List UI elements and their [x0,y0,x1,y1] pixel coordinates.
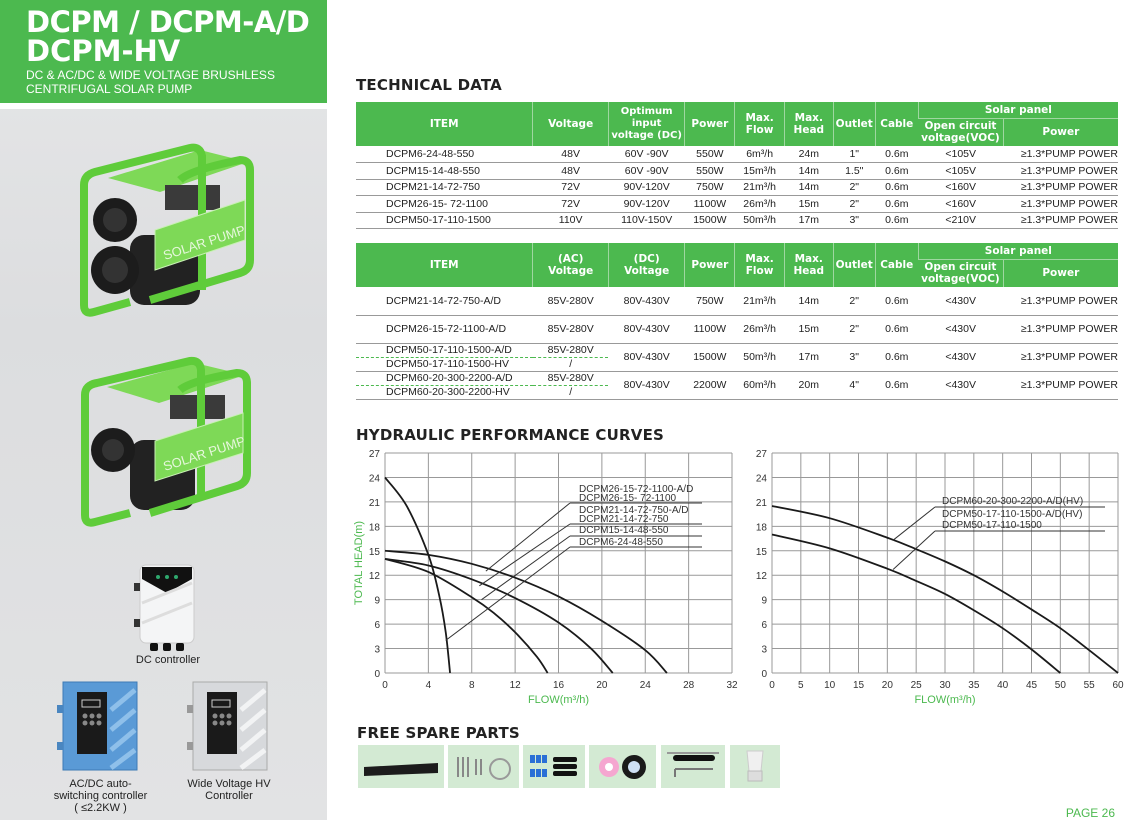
col-dc-voltage: (DC) Voltage [608,243,684,287]
cell-cable: 0.6m [875,196,918,213]
col-item: ITEM [356,243,533,287]
cell-outlet: 2" [833,287,875,315]
svg-text:60: 60 [1112,680,1124,691]
cell-voc: <160V [918,179,1003,196]
cell-head: 17m [784,212,833,229]
cell-power: 750W [685,287,735,315]
svg-text:24: 24 [755,473,767,485]
cell-ac-a: 85V-280V [533,315,608,343]
cell-cable: 0.6m [875,343,918,371]
svg-text:9: 9 [761,595,767,607]
svg-text:6: 6 [761,620,767,632]
svg-text:3: 3 [374,644,380,656]
svg-text:20: 20 [596,680,608,691]
cell-item-a: DCPM50-17-110-1500-A/D [356,343,533,357]
svg-text:12: 12 [368,571,380,583]
table-row [356,287,1118,315]
cell-outlet: 2" [833,179,875,196]
cell-panel-power: ≥1.3*PUMP POWER [1003,179,1118,196]
col-item: ITEM [356,102,533,146]
acdc-controller-label [38,778,163,814]
cell-power: 1100W [685,315,735,343]
cell-ac-a: 85V-280V [533,343,608,357]
cell-voc: <160V [918,196,1003,213]
hv-controller-image [185,680,273,772]
svg-text:40: 40 [997,680,1009,691]
cell-power: 550W [685,163,735,180]
cell-item: DCPM15-14-48-550 [356,163,533,180]
svg-text:27: 27 [368,449,380,460]
solar-pump-image-2 [75,355,255,535]
cell-item-a: DCPM26-15-72-1100-A/D [356,315,533,343]
svg-text:9: 9 [374,595,380,607]
col-solar-panel: Solar panel [918,243,1118,259]
cell-head: 24m [784,146,833,163]
cell-flow: 50m³/h [735,212,785,229]
cell-flow: 60m³/h [735,371,785,399]
table-row [356,163,1118,180]
cell-head: 14m [784,163,833,180]
cell-voc: <105V [918,146,1003,163]
spec-table-acdc [356,243,1118,400]
col-power: Power [685,102,735,146]
cell-optimum: 60V -90V [608,146,685,163]
cell-cable: 0.6m [875,163,918,180]
svg-text:25: 25 [910,680,922,691]
acdc-controller-image [55,680,143,772]
curves-title: HYDRAULIC PERFORMANCE CURVES [356,426,665,444]
cell-panel-power: ≥1.3*PUMP POWER [1003,163,1118,180]
cell-outlet: 3" [833,343,875,371]
cell-voltage: 72V [533,179,608,196]
cell-flow: 6m³/h [735,146,785,163]
svg-text:FLOW(m³/h): FLOW(m³/h) [527,694,590,706]
col-voc: Open circuit voltage(VOC) [918,259,1003,287]
svg-text:18: 18 [755,522,767,534]
svg-text:10: 10 [824,680,836,691]
cell-item: DCPM6-24-48-550 [356,146,533,163]
svg-text:24: 24 [639,680,651,691]
table-row [356,371,1118,385]
cell-cable: 0.6m [875,212,918,229]
cell-flow: 50m³/h [735,343,785,371]
col-outlet: Outlet [833,102,875,146]
svg-text:16: 16 [552,680,565,691]
cell-dc: 80V-430V [608,371,684,399]
col-panel-power: Power [1003,259,1118,287]
cell-outlet: 2" [833,196,875,213]
svg-text:0: 0 [382,680,388,691]
svg-text:DCPM60-20-300-2200-A/D(HV): DCPM60-20-300-2200-A/D(HV) [942,496,1084,507]
svg-text:21: 21 [755,497,767,509]
cell-item-a: DCPM21-14-72-750-A/D [356,287,533,315]
col-max-flow: Max. Flow [735,243,785,287]
col-max-head: Max. Head [784,102,833,146]
svg-text:45: 45 [1025,680,1038,691]
cell-head: 15m [784,315,833,343]
col-cable: Cable [875,243,918,287]
spare-parts-title: FREE SPARE PARTS [357,724,520,742]
svg-text:6: 6 [374,620,380,632]
cell-power: 1100W [685,196,735,213]
cell-panel-power: ≥1.3*PUMP POWER [1003,196,1118,213]
cell-outlet: 3" [833,212,875,229]
svg-text:20: 20 [881,680,893,691]
col-voc: Open circuit voltage(VOC) [918,118,1003,146]
title-line-2: DCPM-HV [26,34,181,68]
cell-power: 550W [685,146,735,163]
col-power: Power [685,243,735,287]
cell-flow: 21m³/h [735,179,785,196]
cell-item: DCPM50-17-110-1500 [356,212,533,229]
cell-panel-power: ≥1.3*PUMP POWER [1003,343,1118,371]
svg-text:SOLAR PUMP: SOLAR PUMP [161,222,248,263]
cell-head: 20m [784,371,833,399]
svg-text:DCPM26-15-72-1100-A/D: DCPM26-15-72-1100-A/D [579,484,694,495]
spare-bolts-clamp [448,745,519,788]
col-max-head: Max. Head [784,243,833,287]
svg-text:SOLAR PUMP: SOLAR PUMP [161,433,248,474]
cell-head: 17m [784,343,833,371]
spec-table-dc [356,102,1118,229]
svg-text:0: 0 [374,669,380,680]
svg-text:0: 0 [761,669,767,680]
col-cable: Cable [875,102,918,146]
hv-controller-label [170,778,288,802]
svg-text:DCPM50-17-110-1500-A/D(HV): DCPM50-17-110-1500-A/D(HV) [942,509,1083,520]
cell-item: DCPM21-14-72-750 [356,179,533,196]
svg-text:DCPM50-17-110-1500: DCPM50-17-110-1500 [942,520,1042,531]
table-row [356,315,1118,343]
cell-cable: 0.6m [875,287,918,315]
technical-data-title: TECHNICAL DATA [356,76,502,94]
cell-item-b: DCPM50-17-110-1500-HV [356,357,533,371]
cell-optimum: 110V-150V [608,212,685,229]
svg-text:DCPM15-14-48-550: DCPM15-14-48-550 [579,525,669,536]
cell-voltage: 48V [533,146,608,163]
svg-text:15: 15 [368,546,380,558]
col-outlet: Outlet [833,243,875,287]
svg-text:30: 30 [939,680,951,691]
cell-dc: 80V-430V [608,315,684,343]
spare-tapes [589,745,656,788]
svg-text:4: 4 [425,680,432,691]
table-row [356,196,1118,213]
col-solar-panel: Solar panel [918,102,1118,118]
cell-flow: 15m³/h [735,163,785,180]
cell-panel-power: ≥1.3*PUMP POWER [1003,371,1118,399]
cell-power: 1500W [685,343,735,371]
spare-filter [730,745,780,788]
acdc-label-line-2: switching controller [53,790,148,802]
cell-panel-power: ≥1.3*PUMP POWER [1003,146,1118,163]
cell-flow: 26m³/h [735,315,785,343]
table-row [356,343,1118,357]
cell-head: 14m [784,287,833,315]
cell-item: DCPM26-15- 72-1100 [356,196,533,213]
svg-text:32: 32 [726,680,738,691]
cell-item-a: DCPM60-20-300-2200-A/D [356,371,533,385]
cell-dc: 80V-430V [608,343,684,371]
cell-voc: <210V [918,212,1003,229]
svg-text:21: 21 [368,497,380,509]
cell-ac-b: / [533,357,608,371]
spare-handle-key [661,745,725,788]
col-ac-voltage: (AC) Voltage [533,243,608,287]
cell-voltage: 48V [533,163,608,180]
cell-cable: 0.6m [875,146,918,163]
svg-text:50: 50 [1054,680,1066,691]
svg-text:24: 24 [368,473,380,485]
cell-dc: 80V-430V [608,287,684,315]
solar-pump-image-1 [70,140,260,320]
cell-outlet: 4" [833,371,875,399]
divider [0,103,327,109]
table-row [356,212,1118,229]
svg-text:15: 15 [755,546,767,558]
svg-text:12: 12 [509,680,521,691]
cell-panel-power: ≥1.3*PUMP POWER [1003,315,1118,343]
cell-cable: 0.6m [875,315,918,343]
svg-text:DCPM21-14-72-750: DCPM21-14-72-750 [579,514,669,525]
svg-text:TOTAL HEAD(m): TOTAL HEAD(m) [353,520,365,606]
cell-optimum: 90V-120V [608,196,685,213]
col-panel-power: Power [1003,118,1118,146]
subtitle-line-1: DC & AC/DC & WIDE VOLTAGE BRUSHLESS [26,68,275,82]
title-banner [0,0,327,103]
cell-voc: <105V [918,163,1003,180]
col-optimum: Optimum input voltage (DC) [608,102,685,146]
performance-chart-1 [350,445,740,715]
cell-cable: 0.6m [875,371,918,399]
acdc-label-line-3: ( ≤2.2KW ) [74,802,127,814]
subtitle-line-2: CENTRIFUGAL SOLAR PUMP [26,82,193,96]
cell-power: 750W [685,179,735,196]
cell-voltage: 72V [533,196,608,213]
page-number: PAGE 26 [1065,806,1115,820]
performance-chart-2 [742,445,1125,715]
cell-voc: <430V [918,371,1003,399]
table-row [356,179,1118,196]
hv-label-line-2: Controller [205,790,253,802]
table-row [356,146,1118,163]
svg-text:18: 18 [368,522,380,534]
cell-head: 14m [784,179,833,196]
cell-cable: 0.6m [875,179,918,196]
svg-text:27: 27 [755,449,767,460]
cell-flow: 21m³/h [735,287,785,315]
svg-text:FLOW(m³/h): FLOW(m³/h) [914,694,976,706]
svg-text:8: 8 [468,680,475,691]
cell-voc: <430V [918,287,1003,315]
cell-panel-power: ≥1.3*PUMP POWER [1003,287,1118,315]
hv-label-line-1: Wide Voltage HV [187,778,271,790]
cell-ac-a: 85V-280V [533,287,608,315]
svg-text:0: 0 [769,680,775,691]
dc-controller-label: DC controller [135,654,201,666]
svg-text:55: 55 [1083,680,1095,691]
cell-outlet: 1" [833,146,875,163]
dc-controller-image [132,563,202,655]
acdc-label-line-1: AC/DC auto- [69,778,132,790]
cell-outlet: 1.5" [833,163,875,180]
svg-text:DCPM6-24-48-550: DCPM6-24-48-550 [579,537,663,548]
svg-text:12: 12 [755,571,767,583]
cell-voc: <430V [918,315,1003,343]
spare-hose [358,745,444,788]
cell-ac-b: / [533,385,608,399]
cell-panel-power: ≥1.3*PUMP POWER [1003,212,1118,229]
cell-ac-a: 85V-280V [533,371,608,385]
cell-power: 1500W [685,212,735,229]
svg-text:28: 28 [683,680,695,691]
subtitle [26,68,275,96]
cell-power: 2200W [685,371,735,399]
cell-optimum: 90V-120V [608,179,685,196]
cell-item-b: DCPM60-20-300-2200-HV [356,385,533,399]
col-voltage: Voltage [533,102,608,146]
cell-optimum: 60V -90V [608,163,685,180]
cell-head: 15m [784,196,833,213]
cell-voltage: 110V [533,212,608,229]
svg-text:15: 15 [852,680,865,691]
cell-flow: 26m³/h [735,196,785,213]
title-line-1: DCPM / DCPM-A/D [26,5,310,39]
svg-text:DCPM26-15- 72-1100: DCPM26-15- 72-1100 [579,493,677,504]
svg-text:5: 5 [798,680,804,691]
spare-connectors [523,745,585,788]
cell-outlet: 2" [833,315,875,343]
col-max-flow: Max. Flow [735,102,785,146]
svg-text:35: 35 [968,680,980,691]
svg-text:DCPM21-14-72-750-A/D: DCPM21-14-72-750-A/D [579,505,689,516]
cell-voc: <430V [918,343,1003,371]
svg-text:3: 3 [761,644,767,656]
